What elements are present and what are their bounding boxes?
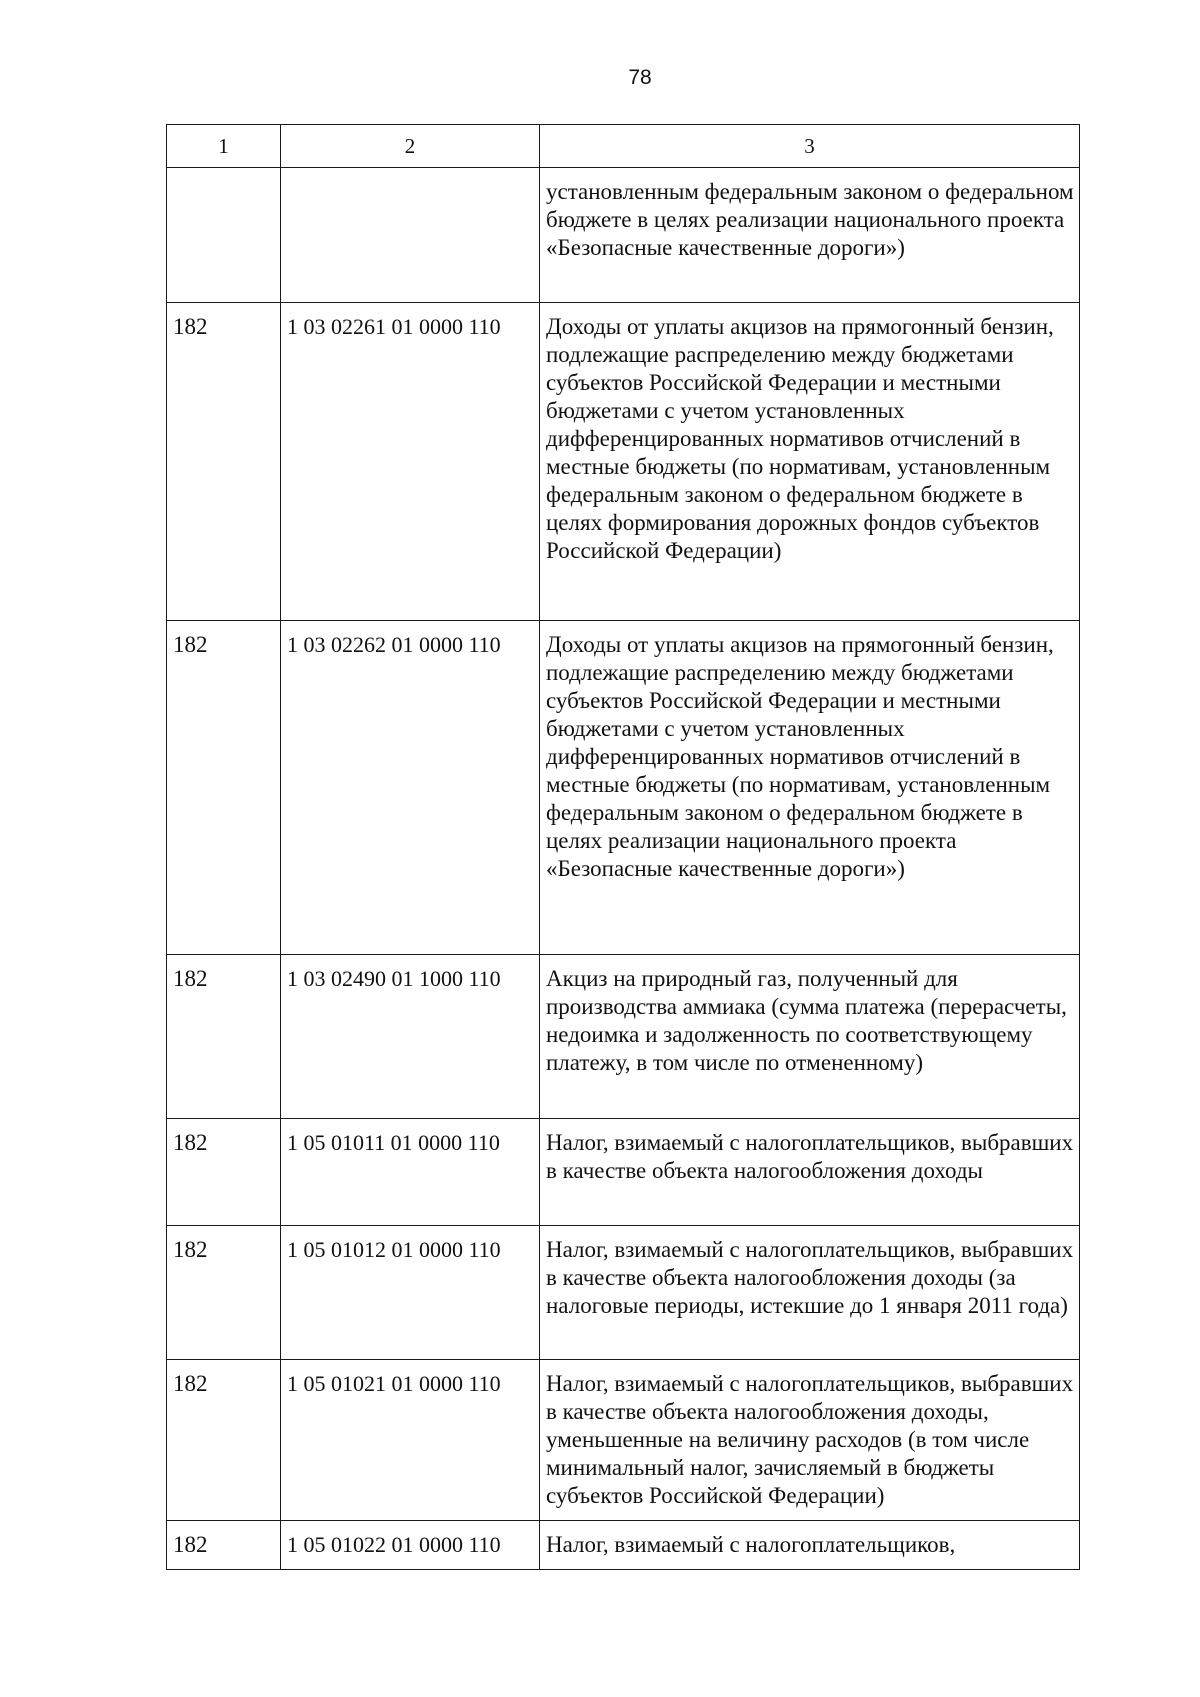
column-header-2: 2 (281, 125, 540, 168)
table-header-row (167, 125, 1080, 168)
classification-code-cell: 1 05 01022 01 0000 110 (281, 1521, 540, 1570)
table-row (167, 621, 1080, 955)
budget-code-table (166, 124, 1080, 1570)
table-row (167, 1521, 1080, 1570)
chapter-code-cell: 182 (167, 1521, 281, 1570)
income-name-cell: Налог, взимаемый с налогоплательщиков, выбравших в качестве объекта налогообложения доходы, уменьшенные на величину расходов (в том числе минимальный налог, зачисляемый в бюджеты субъектов Российской Федерации) (540, 1360, 1080, 1521)
classification-code-cell: 1 03 02261 01 0000 110 (281, 303, 540, 621)
chapter-code-cell: 182 (167, 621, 281, 955)
income-name-cell: Доходы от уплаты акцизов на прямогонный бензин, подлежащие распределению между бюджетами субъектов Российской Федерации и местными бюджетами с учетом установленных дифференцированных нормативов отчислений в местные бюджеты (по нормативам, установленным федеральным законом о федеральном бюджете в целях реализации национального проекта «Безопасные качественные дороги») (540, 621, 1080, 955)
classification-code-cell (281, 168, 540, 303)
classification-code-cell: 1 05 01012 01 0000 110 (281, 1226, 540, 1360)
income-name-cell: Акциз на природный газ, полученный для производства аммиака (сумма платежа (перерасчеты, недоимка и задолженность по соответствующему платежу, в том числе по отмененному) (540, 955, 1080, 1119)
income-name-cell: Доходы от уплаты акцизов на прямогонный бензин, подлежащие распределению между бюджетами субъектов Российской Федерации и местными бюджетами с учетом установленных дифференцированных нормативов отчислений в местные бюджеты (по нормативам, установленным федеральным законом о федеральном бюджете в целях формирования дорожных фондов субъектов Российской Федерации) (540, 303, 1080, 621)
column-header-1: 1 (167, 125, 281, 168)
classification-code-cell: 1 03 02262 01 0000 110 (281, 621, 540, 955)
table-row (167, 1119, 1080, 1226)
chapter-code-cell: 182 (167, 955, 281, 1119)
table-row (167, 303, 1080, 621)
income-name-cell: Налог, взимаемый с налогоплательщиков, выбравших в качестве объекта налогообложения доходы (за налоговые периоды, истекшие до 1 января 2011 года) (540, 1226, 1080, 1360)
income-name-cell: Налог, взимаемый с налогоплательщиков, (540, 1521, 1080, 1570)
classification-code-cell: 1 05 01011 01 0000 110 (281, 1119, 540, 1226)
chapter-code-cell: 182 (167, 1360, 281, 1521)
chapter-code-cell: 182 (167, 303, 281, 621)
chapter-code-cell (167, 168, 281, 303)
page-number: 78 (628, 66, 652, 89)
table-row (167, 955, 1080, 1119)
chapter-code-cell: 182 (167, 1226, 281, 1360)
table-row (167, 1360, 1080, 1521)
table-row (167, 1226, 1080, 1360)
classification-code-cell: 1 03 02490 01 1000 110 (281, 955, 540, 1119)
table-row (167, 168, 1080, 303)
column-header-3: 3 (540, 125, 1080, 168)
income-name-cell: Налог, взимаемый с налогоплательщиков, выбравших в качестве объекта налогообложения доходы (540, 1119, 1080, 1226)
chapter-code-cell: 182 (167, 1119, 281, 1226)
income-name-cell: установленным федеральным законом о федеральном бюджете в целях реализации национального проекта «Безопасные качественные дороги») (540, 168, 1080, 303)
classification-code-cell: 1 05 01021 01 0000 110 (281, 1360, 540, 1521)
